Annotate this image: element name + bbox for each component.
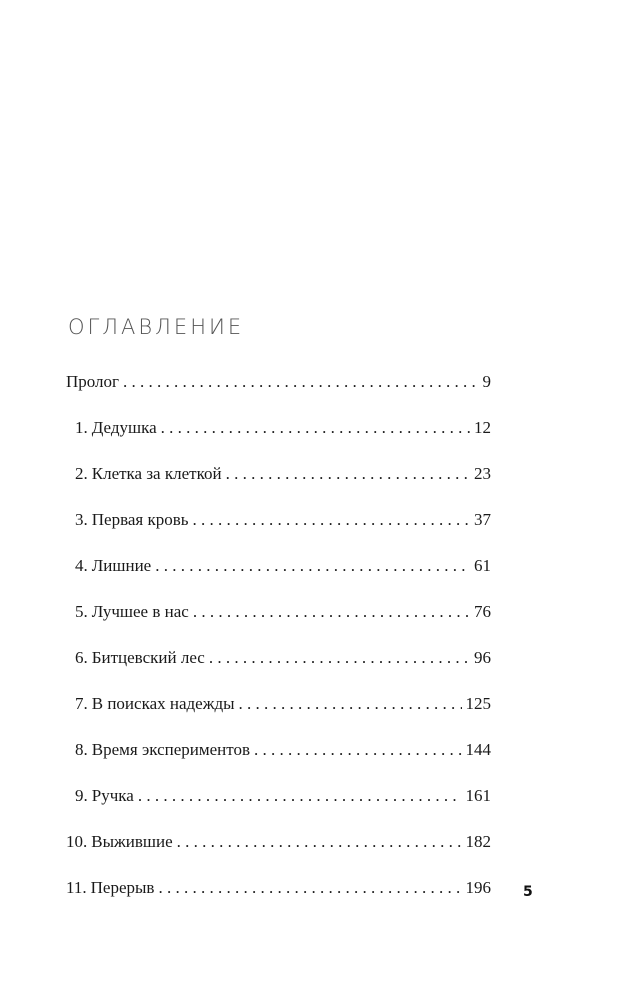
- toc-entry-page: 161: [465, 786, 491, 805]
- toc-entry-1[interactable]: [66, 416, 491, 462]
- toc-dot-leader: [177, 830, 462, 854]
- toc-heading: ОГЛАВЛЕНИЕ: [68, 315, 245, 339]
- toc-dot-leader: [226, 462, 470, 486]
- toc-entry-page: 61: [474, 556, 491, 575]
- toc-dot-leader: [209, 646, 470, 670]
- toc-dot-leader: [155, 554, 470, 578]
- toc-entry-page: 96: [474, 648, 491, 667]
- toc-entry-title: Ручка: [91, 786, 134, 805]
- toc-entry-page: 76: [474, 602, 491, 621]
- toc-entry-7[interactable]: [66, 692, 491, 738]
- toc-entry-page: 37: [474, 510, 491, 529]
- toc-entry-title: Пролог: [66, 372, 120, 391]
- toc-entry-number: 9.: [75, 786, 88, 805]
- toc-entry-title: Первая кровь: [91, 510, 189, 529]
- toc-entry-title: Клетка за клеткой: [91, 464, 222, 483]
- toc-entry-8[interactable]: [66, 738, 491, 784]
- toc-entry-number: 10.: [66, 832, 88, 851]
- toc-entry-5[interactable]: [66, 600, 491, 646]
- toc-entry-page: 9: [482, 372, 491, 391]
- toc-entry-10[interactable]: [66, 830, 491, 876]
- toc-entry-title: Лучшее в нас: [91, 602, 189, 621]
- table-of-contents: [66, 370, 491, 922]
- toc-entry-page: 144: [465, 740, 491, 759]
- toc-entry-title: Время экспериментов: [91, 740, 251, 759]
- toc-entry-number: 1.: [75, 418, 88, 437]
- toc-dot-leader: [161, 416, 470, 440]
- toc-entry-page: 23: [474, 464, 491, 483]
- toc-dot-leader: [138, 784, 462, 808]
- toc-entry-title: В поисках надежды: [91, 694, 235, 713]
- toc-entry-number: 2.: [75, 464, 88, 483]
- toc-entry-title: Лишние: [91, 556, 152, 575]
- toc-dot-leader: [239, 692, 462, 716]
- toc-entry-11[interactable]: [66, 876, 491, 922]
- toc-dot-leader: [123, 370, 478, 394]
- toc-entry-number: 6.: [75, 648, 88, 667]
- toc-dot-leader: [193, 600, 470, 624]
- toc-entry-4[interactable]: [66, 554, 491, 600]
- toc-entry-3[interactable]: [66, 508, 491, 554]
- toc-entry-number: 3.: [75, 510, 88, 529]
- toc-dot-leader: [254, 738, 461, 762]
- toc-entry-number: 4.: [75, 556, 88, 575]
- toc-entry-title: Перерыв: [90, 878, 155, 897]
- toc-entry-number: 5.: [75, 602, 88, 621]
- toc-entry-page: 12: [474, 418, 491, 437]
- toc-dot-leader: [158, 876, 461, 900]
- page-number: 5: [523, 884, 533, 900]
- toc-entry-title: Выжившие: [91, 832, 173, 851]
- toc-entry-9[interactable]: [66, 784, 491, 830]
- toc-entry-page: 196: [465, 878, 491, 897]
- toc-entry-2[interactable]: [66, 462, 491, 508]
- toc-entry-number: 8.: [75, 740, 88, 759]
- toc-entry-number: 7.: [75, 694, 88, 713]
- toc-entry-page: 125: [465, 694, 491, 713]
- toc-entry-page: 182: [465, 832, 491, 851]
- toc-entry-prologue[interactable]: [66, 370, 491, 416]
- toc-entry-title: Битцевский лес: [91, 648, 205, 667]
- toc-entry-title: Дедушка: [91, 418, 157, 437]
- toc-entry-number: 11.: [66, 878, 87, 897]
- toc-dot-leader: [193, 508, 470, 532]
- toc-entry-6[interactable]: [66, 646, 491, 692]
